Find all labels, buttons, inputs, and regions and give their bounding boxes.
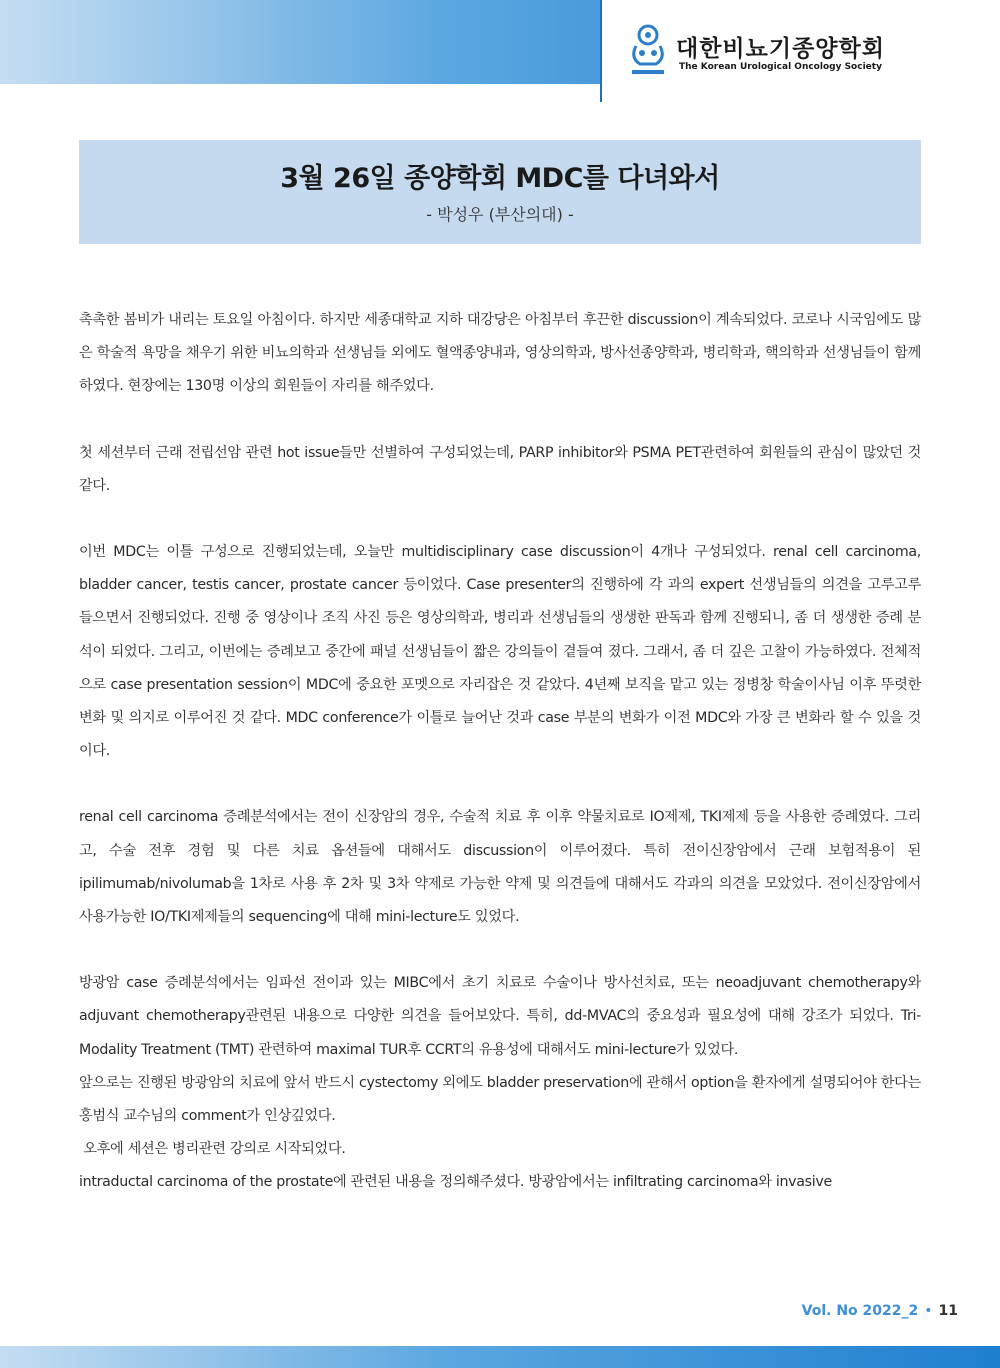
paragraph: 이번 MDC는 이틀 구성으로 진행되었는데, 오늘만 multidisciplinary case discussion이 4개나 구성되었다. renal cell carcinoma, bladder cancer, testis cancer, prostate cancer 등이었다. Case presenter의 진행하에 각 과의 expert 선생님들의 의견을 고루고루 들으면서 진행되었다. 진행 중 영상이나 조직 사진 등은 영상의학과, 병리과 선생님들의 생생한 판독과 함께 진행되니, 좀 더 생생한 증례 분석이 되었다. 그리고, 이번에는 증례보고 중간에 패널 선생님들이 짧은 강의들이 곁들여 졌다. 그래서, 좀 더 깊은 고찰이 가능하였다. 전체적으로 case presentation session이 MDC에 중요한 포멧으로 자리잡은 것 같았다. 4년째 보직을 맡고 있는 정병창 학술이사님 이후 뚜렷한 변화 및 의지로 이루어진 것 같다. MDC conference가 이틀로 늘어난 것과 case 부분의 변화가 이전 MDC와 가장 큰 변화라 할 수 있을 것이다. xyxy=(79,544,921,760)
volume-label: Vol. No 2022_2 xyxy=(801,1303,919,1319)
article-title-box xyxy=(79,140,921,244)
footer-band xyxy=(0,1346,1000,1368)
paragraph: renal cell carcinoma 증례분석에서는 전이 신장암의 경우, 수술적 치료 후 이후 약물치료로 IO제제, TKI제제 등을 사용한 증례였다. 그리고, 수술 전후 경험 및 다른 치료 옵션들에 대해서도 discussion이 이루어졌다. 특히 전이신장암에서 근래 보험적용이 된 ipilimumab/nivolumab을 1차로 사용 후 2차 및 3차 약제로 가능한 약제 및 의견들에 대해서도 각과의 의견을 모았었다. 전이신장암에서 사용가능한 IO/TKI제제들의 sequencing에 대해 mini-lecture도 있었다. xyxy=(79,809,921,926)
page-footer xyxy=(802,1303,958,1319)
paragraph: 방광암 case 증례분석에서는 임파선 전이과 있는 MIBC에서 초기 치료로 수술이나 방사선치료, 또는 neoadjuvant chemotherapy와 adjuvant chemotherapy관련된 내용으로 다양한 의견을 들어보았다. 특히, dd-MVAC의 중요성과 필요성에 대해 강조가 되었다. Tri-Modality Treatment (TMT) 관련하여 maximal TUR후 CCRT의 유용성에 대해서도 mini-lecture가 있었다. xyxy=(79,975,921,1058)
article-author: - 박성우 (부산의대) - xyxy=(426,205,574,224)
paragraph: intraductal carcinoma of the prostate에 관련된 내용을 정의해주셨다. 방광암에서는 infiltrating carcinoma와 invasive xyxy=(79,1174,832,1191)
article-body xyxy=(79,304,921,1200)
society-name-english: The Korean Urological Oncology Society xyxy=(679,62,882,72)
article-title: 3월 26일 종양학회 MDC를 다녀와서 xyxy=(280,163,720,194)
paragraph: 첫 세션부터 근래 전립선암 관련 hot issue들만 선별하여 구성되었는데, PARP inhibitor와 PSMA PET관련하여 회원들의 관심이 많았던 것 같다. xyxy=(79,444,921,494)
society-logo-block xyxy=(600,0,1000,102)
paragraph: 촉촉한 봄비가 내리는 토요일 아침이다. 하지만 세종대학교 지하 대강당은 아침부터 후끈한 discussion이 계속되었다. 코로나 시국임에도 많은 학술적 욕망을 채우기 위한 비뇨의학과 선생님들 외에도 혈액종양내과, 영상의학과, 방사선종양학과, 병리학과, 핵의학과 선생님들이 함께 하였다. 현장에는 130명 이상의 회원들이 자리를 해주었다. xyxy=(79,312,921,395)
paragraph: 앞으로는 진행된 방광암의 치료에 앞서 반드시 cystectomy 외에도 bladder preservation에 관해서 option을 환자에게 설명되어야 한다는 홍범식 교수님의 comment가 인상깊었다. xyxy=(79,1074,921,1125)
paragraph: 오후에 세션은 병리관련 강의로 시작되었다. xyxy=(79,1141,346,1158)
footer-separator: • xyxy=(924,1303,933,1319)
page-number: 11 xyxy=(938,1303,958,1319)
urology-society-logo-icon xyxy=(628,22,668,78)
society-name-korean: 대한비뇨기종양학회 xyxy=(676,36,885,62)
